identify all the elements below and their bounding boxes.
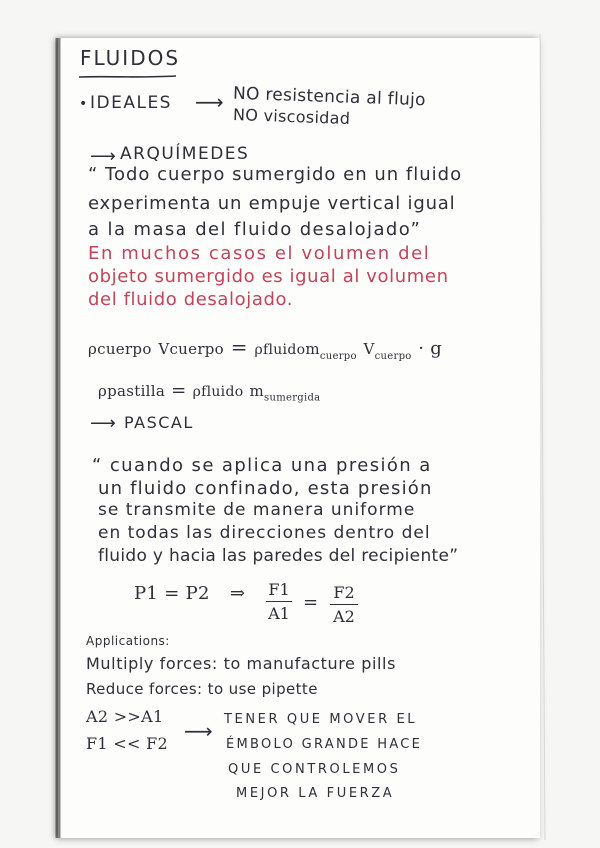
pascal-quote-line-1: “ cuando se aplica una presión a: [92, 455, 432, 476]
ideales-line-2: NO viscosidad: [232, 104, 351, 129]
eq2-rho-fluido: ρfluido: [192, 384, 244, 400]
equation-density-2: [98, 380, 320, 404]
pascal-arrow-icon: ⟶: [90, 413, 117, 434]
eq1-equals: =: [230, 335, 248, 359]
fraction-bar: [266, 601, 292, 602]
a2: A2: [333, 607, 355, 626]
arquimedes-note-line-1: En muchos casos el volumen del: [88, 243, 431, 264]
conclusion-line-4: MEJOR LA FUERZA: [236, 786, 395, 801]
arquimedes-note-line-3: del fluido desalojado.: [88, 289, 294, 310]
pascal-quote-line-5: fluido y hacia las paredes del recipiente”: [98, 546, 459, 566]
fraction-bar: [330, 604, 358, 605]
conclusion-line-2: ÉMBOLO GRANDE HACE: [226, 737, 423, 752]
arquimedes-note-line-2: objeto sumergido es igual al volumen: [88, 266, 449, 287]
applications-heading: Applications:: [86, 634, 170, 648]
eq2-rho-pastilla: ρpastilla: [98, 382, 166, 400]
equation-density-1: [88, 335, 442, 362]
application-item-2: Reduce forces: to use pipette: [86, 680, 318, 698]
eq1-rho-fluido: ρfluido: [254, 342, 306, 358]
a1: A1: [268, 604, 290, 623]
eq2-equals: =: [171, 380, 187, 401]
bullet-ideales: •: [79, 96, 88, 112]
eq1-rho-cuerpo: ρcuerpo: [88, 340, 152, 358]
pascal-eq-equals-2: =: [303, 592, 319, 613]
eq1-m: m: [305, 340, 320, 358]
f2: F2: [333, 583, 355, 602]
eq1-v: V: [363, 340, 375, 358]
pascal-eq-equals-1: =: [164, 583, 180, 604]
p1: P1: [134, 583, 159, 604]
p2: P2: [185, 583, 210, 604]
f1: F1: [268, 580, 290, 599]
arquimedes-quote-line-1: “ Todo cuerpo sumergido en un fluido: [88, 164, 463, 185]
eq1-v-sub: cuerpo: [374, 351, 412, 362]
eq1-v-cuerpo: Vcuerpo: [158, 340, 225, 358]
condition-area: A2 >>A1: [86, 707, 164, 726]
page-title: FLUIDOS: [80, 46, 181, 70]
pascal-quote-line-2: un fluido confinado, esta presión: [98, 478, 433, 499]
pascal-pressure-equation: [134, 583, 245, 604]
conclusion-line-3: QUE CONTROLEMOS: [228, 762, 401, 777]
application-item-1: Multiply forces: to manufacture pills: [86, 654, 397, 673]
arquimedes-heading: ARQUÍMEDES: [120, 144, 250, 164]
conclusion-line-1: TENER QUE MOVER EL: [224, 712, 418, 727]
arquimedes-quote-line-2: experimenta un empuje vertical igual: [88, 193, 456, 214]
arquimedes-arrow-icon: ⟶: [90, 146, 117, 167]
eq2-m-sub: sumergida: [264, 392, 321, 404]
ideales-line-1: NO resistencia al flujo: [232, 83, 427, 111]
eq2-m: m: [249, 382, 265, 400]
pascal-quote-line-3: se transmite de manera uniforme: [98, 500, 416, 520]
fraction-f1-a1: [266, 580, 292, 623]
eq1-g: · g: [418, 338, 443, 359]
fraction-f2-a2: [330, 583, 358, 626]
ideales-arrow-icon: ⟶: [195, 90, 224, 114]
conclusion-arrow-icon: ⟶: [184, 719, 213, 743]
title-underline: [78, 74, 178, 80]
pascal-quote-line-4: en todas las direcciones dentro del: [98, 523, 431, 543]
condition-force: F1 << F2: [86, 734, 168, 753]
arquimedes-quote-line-3: a la masa del fluido desalojado”: [88, 219, 422, 240]
pascal-heading: PASCAL: [124, 413, 194, 432]
eq1-m-sub: cuerpo: [319, 351, 357, 362]
implies-arrow-icon: ⇒: [229, 583, 246, 604]
ideales-label: IDEALES: [90, 93, 172, 113]
